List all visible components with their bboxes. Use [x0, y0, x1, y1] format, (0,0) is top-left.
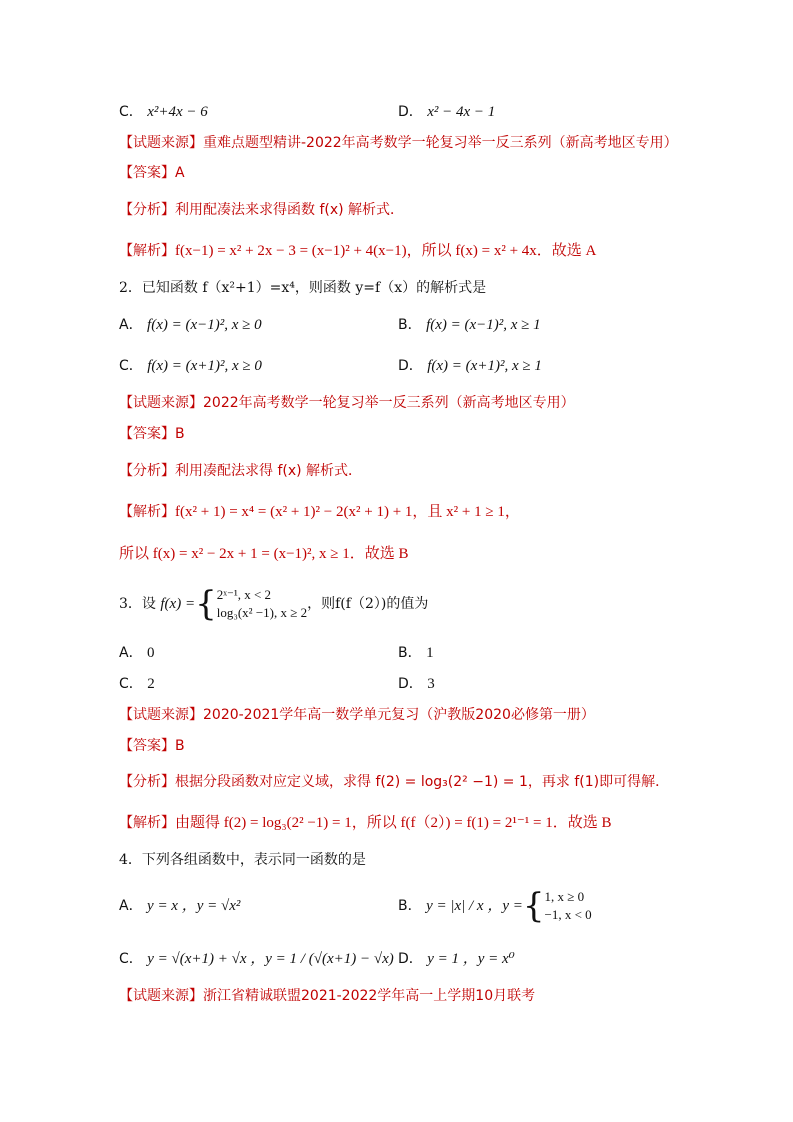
option-label: D．	[398, 676, 423, 692]
option-label: C．	[119, 358, 143, 374]
answer-text: B	[175, 738, 185, 754]
answer-text: A	[175, 165, 185, 181]
source-text: 浙江省精诚联盟2021-2022学年高一上学期10月联考	[203, 988, 536, 1004]
analysis-text: 根据分段函数对应定义域，求得 f(2) = log₃(2² −1) = 1，再求 f(1)即可得解．	[175, 774, 670, 790]
q3-answer	[119, 736, 185, 756]
q1-solution	[119, 241, 596, 261]
q2-option-a	[119, 315, 262, 335]
q2-stem	[119, 278, 486, 298]
piece-1: 2ˣ⁻¹, x < 2	[216, 587, 272, 602]
q2-solution-1	[119, 502, 520, 522]
q1-answer	[119, 163, 185, 183]
question-suffix: ，则f(f（2）)的值为	[307, 596, 429, 612]
option-text: 2	[147, 676, 155, 692]
solution-tag: 【解析】	[119, 243, 175, 259]
question-stem: 2．已知函数 f（x²+1）=x⁴，则函数 y=f（x）的解析式是	[119, 280, 487, 296]
q4-option-a	[119, 896, 240, 916]
q4-option-d	[398, 949, 515, 969]
solution-tag: 【解析】	[119, 815, 175, 831]
analysis-text: 利用配凑法来求得函数 f(x) 解析式．	[175, 202, 405, 218]
option-text: 1	[426, 645, 434, 661]
option-label: D．	[398, 951, 423, 967]
option-label: B．	[398, 898, 422, 914]
option-text: 0	[147, 645, 155, 661]
option-text: x²+4x − 6	[147, 104, 208, 120]
solution-text: f(x−1) = x² + 2x − 3 = (x−1)² + 4(x−1)，所以 f(x) = x² + 4x．故选 A	[175, 243, 597, 259]
piece-2: log₃(x² −1), x ≥ 2	[216, 605, 308, 620]
solution-text: 由题得 f(2) = log₃(2² −1) = 1，所以 f(f（2）) = f(1) = 2¹⁻¹ = 1．故选 B	[175, 815, 612, 831]
q4-option-c	[119, 949, 394, 969]
q3-solution	[119, 813, 612, 833]
source-text: 2020-2021学年高一数学单元复习（沪教版2020必修第一册）	[203, 707, 595, 723]
option-label: C．	[119, 951, 143, 967]
option-text: 3	[427, 676, 435, 692]
answer-tag: 【答案】	[119, 738, 175, 754]
option-text: y = |x| / x ，y =	[426, 898, 523, 914]
q2-answer	[119, 424, 185, 444]
q3-source	[119, 705, 595, 725]
function-name: f(x) =	[160, 596, 196, 612]
option-label: D．	[398, 104, 423, 120]
source-text: 重难点题型精讲-2022年高考数学一轮复习举一反三系列（新高考地区专用）	[203, 135, 678, 151]
source-tag: 【试题来源】	[119, 988, 203, 1004]
analysis-tag: 【分析】	[119, 202, 175, 218]
source-tag: 【试题来源】	[119, 395, 203, 411]
option-label: B．	[398, 317, 422, 333]
piecewise-cases	[217, 586, 307, 622]
option-text: f(x) = (x−1)², x ≥ 0	[147, 317, 262, 333]
analysis-text: 利用凑配法求得 f(x) 解析式．	[175, 463, 363, 479]
left-brace-icon: {	[522, 886, 545, 926]
piece-1: 1, x ≥ 0	[544, 889, 585, 904]
q4-stem	[119, 850, 366, 870]
left-brace-icon: {	[195, 584, 217, 624]
solution-text: 所以 f(x) = x² − 2x + 1 = (x−1)², x ≥ 1．故选 B	[119, 546, 409, 562]
q1-option-d	[398, 102, 495, 122]
answer-text: B	[175, 426, 185, 442]
q3-stem	[119, 584, 428, 624]
solution-tag: 【解析】	[119, 504, 175, 520]
option-text: f(x) = (x+1)², x ≥ 0	[147, 358, 262, 374]
q3-option-b	[398, 643, 434, 663]
option-label: D．	[398, 358, 423, 374]
answer-tag: 【答案】	[119, 165, 175, 181]
option-text: y = 1 ，y = x⁰	[427, 951, 515, 967]
option-label: A．	[119, 898, 143, 914]
option-text: y = √(x+1) + √x ，y = 1 / (√(x+1) − √x)	[147, 951, 394, 967]
piecewise-cases	[545, 888, 592, 924]
q3-option-a	[119, 643, 155, 663]
option-label: C．	[119, 104, 143, 120]
option-text: y = x ，y = √x²	[147, 898, 241, 914]
q1-option-c	[119, 102, 208, 122]
q2-analysis	[119, 461, 362, 481]
option-text: f(x) = (x−1)², x ≥ 1	[426, 317, 541, 333]
q4-option-b	[398, 886, 592, 926]
source-tag: 【试题来源】	[119, 135, 203, 151]
option-text: f(x) = (x+1)², x ≥ 1	[427, 358, 542, 374]
answer-tag: 【答案】	[119, 426, 175, 442]
q2-option-c	[119, 356, 262, 376]
piece-2: −1, x < 0	[544, 907, 592, 922]
q2-option-b	[398, 315, 541, 335]
q2-solution-2	[119, 544, 409, 564]
q4-source	[119, 986, 535, 1006]
solution-text: f(x² + 1) = x⁴ = (x² + 1)² − 2(x² + 1) + 1，且 x² + 1 ≥ 1，	[175, 504, 520, 520]
q3-option-d	[398, 674, 435, 694]
q1-analysis	[119, 200, 404, 220]
option-text: x² − 4x − 1	[427, 104, 496, 120]
source-text: 2022年高考数学一轮复习举一反三系列（新高考地区专用）	[203, 395, 575, 411]
source-tag: 【试题来源】	[119, 707, 203, 723]
option-label: C．	[119, 676, 143, 692]
option-label: A．	[119, 645, 143, 661]
q1-source	[119, 133, 678, 153]
question-number: 3．设	[119, 596, 156, 612]
q2-option-d	[398, 356, 542, 376]
q3-option-c	[119, 674, 155, 694]
analysis-tag: 【分析】	[119, 463, 175, 479]
analysis-tag: 【分析】	[119, 774, 175, 790]
option-label: B．	[398, 645, 422, 661]
option-label: A．	[119, 317, 143, 333]
q2-source	[119, 393, 575, 413]
q3-analysis	[119, 772, 669, 792]
question-stem: 4．下列各组函数中，表示同一函数的是	[119, 852, 366, 868]
